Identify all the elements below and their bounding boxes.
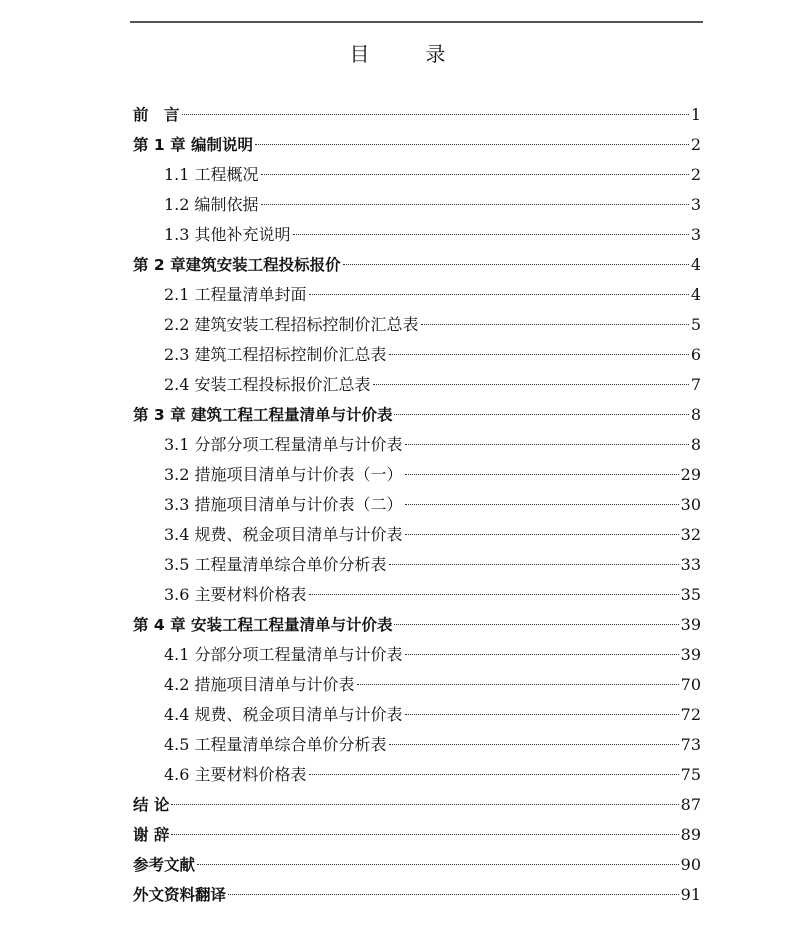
toc-entry-label: 4.5 工程量清单综合单价分析表 <box>164 735 387 754</box>
toc-entry-page-number: 8 <box>690 405 701 424</box>
toc-entry-label: 第 4 章 安装工程工程量清单与计价表 <box>133 616 393 634</box>
toc-entry-page-number: 3 <box>690 225 701 244</box>
toc-entry[interactable] <box>133 190 701 220</box>
toc-entry-label: 2.2 建筑安装工程招标控制价汇总表 <box>164 315 419 334</box>
toc-leader-dots <box>182 114 689 115</box>
toc-entry-page-number: 33 <box>680 555 701 574</box>
toc-entry-label: 外文资料翻译 <box>133 886 227 904</box>
toc-leader-dots <box>421 324 689 325</box>
toc-entry-page-number: 39 <box>680 615 701 634</box>
toc-entry-label: 4.2 措施项目清单与计价表 <box>164 675 355 694</box>
toc-leader-dots <box>171 804 678 805</box>
toc-entry-label: 结 论 <box>133 796 170 814</box>
toc-entry[interactable] <box>133 880 701 910</box>
toc-entry-page-number: 32 <box>680 525 701 544</box>
toc-entry-label: 3.6 主要材料价格表 <box>164 585 307 604</box>
toc-entry-page-number: 89 <box>680 825 701 844</box>
toc-leader-dots <box>405 474 679 475</box>
toc-entry[interactable] <box>133 340 701 370</box>
toc-entry-label: 1.3 其他补充说明 <box>164 225 291 244</box>
toc-leader-dots <box>405 534 679 535</box>
toc-leader-dots <box>293 234 689 235</box>
toc-entry-label: 3.2 措施项目清单与计价表（一） <box>164 465 403 484</box>
toc-entry-page-number: 3 <box>690 195 701 214</box>
toc-entry-label: 2.4 安装工程投标报价汇总表 <box>164 375 371 394</box>
toc-entry-page-number: 70 <box>680 675 701 694</box>
toc-entry[interactable] <box>133 160 701 190</box>
toc-entry-page-number: 29 <box>680 465 701 484</box>
toc-entry-label: 3.1 分部分项工程量清单与计价表 <box>164 435 403 454</box>
toc-entry[interactable] <box>133 460 701 490</box>
toc-entry[interactable] <box>133 550 701 580</box>
toc-leader-dots <box>389 564 679 565</box>
toc-entry-page-number: 30 <box>680 495 701 514</box>
toc-entry[interactable] <box>133 700 701 730</box>
toc-entry-label: 2.3 建筑工程招标控制价汇总表 <box>164 345 387 364</box>
toc-entry[interactable] <box>133 820 701 850</box>
toc-leader-dots <box>197 864 679 865</box>
toc-entry[interactable] <box>133 220 701 250</box>
toc-leader-dots <box>405 504 679 505</box>
toc-entry[interactable] <box>133 520 701 550</box>
toc-entry-page-number: 39 <box>680 645 701 664</box>
toc-entry-page-number: 5 <box>690 315 701 334</box>
toc-entry[interactable] <box>133 790 701 820</box>
toc-leader-dots <box>228 894 679 895</box>
toc-entry[interactable] <box>133 430 701 460</box>
toc-entry-page-number: 87 <box>680 795 701 814</box>
toc-leader-dots <box>261 174 689 175</box>
toc-entry[interactable] <box>133 280 701 310</box>
page-title: 目 录 <box>349 42 464 66</box>
toc-leader-dots <box>357 684 679 685</box>
toc-entry-label: 3.5 工程量清单综合单价分析表 <box>164 555 387 574</box>
toc-entry[interactable] <box>133 760 701 790</box>
toc-leader-dots <box>343 264 689 265</box>
toc-leader-dots <box>405 444 689 445</box>
toc-entry-page-number: 73 <box>680 735 701 754</box>
toc-entry-page-number: 91 <box>680 885 701 904</box>
toc-entry[interactable] <box>133 100 701 130</box>
toc-entry-page-number: 4 <box>690 255 701 274</box>
toc-entry[interactable] <box>133 250 701 280</box>
table-of-contents <box>133 100 701 910</box>
toc-leader-dots <box>309 294 689 295</box>
toc-entry-label: 3.3 措施项目清单与计价表（二） <box>164 495 403 514</box>
toc-entry-page-number: 90 <box>680 855 701 874</box>
toc-entry[interactable] <box>133 130 701 160</box>
toc-entry-page-number: 75 <box>680 765 701 784</box>
toc-entry[interactable] <box>133 490 701 520</box>
toc-leader-dots <box>389 744 679 745</box>
toc-entry-page-number: 2 <box>690 165 701 184</box>
toc-leader-dots <box>394 624 678 625</box>
toc-entry[interactable] <box>133 730 701 760</box>
toc-entry-page-number: 1 <box>690 105 701 124</box>
toc-entry-label: 前 言 <box>133 106 180 124</box>
toc-entry-label: 第 1 章 编制说明 <box>133 136 253 154</box>
toc-entry-label: 4.4 规费、税金项目清单与计价表 <box>164 705 403 724</box>
toc-leader-dots <box>394 414 688 415</box>
toc-entry-page-number: 6 <box>690 345 701 364</box>
toc-entry-page-number: 8 <box>690 435 701 454</box>
toc-entry-page-number: 7 <box>690 375 701 394</box>
toc-entry[interactable] <box>133 850 701 880</box>
toc-entry[interactable] <box>133 670 701 700</box>
toc-entry-label: 谢 辞 <box>133 826 170 844</box>
toc-leader-dots <box>405 654 679 655</box>
toc-entry-page-number: 2 <box>690 135 701 154</box>
toc-entry-label: 4.1 分部分项工程量清单与计价表 <box>164 645 403 664</box>
toc-leader-dots <box>373 384 689 385</box>
toc-entry-page-number: 72 <box>680 705 701 724</box>
toc-entry-label: 1.1 工程概况 <box>164 165 259 184</box>
toc-entry-label: 1.2 编制依据 <box>164 195 259 214</box>
toc-entry[interactable] <box>133 310 701 340</box>
toc-entry-page-number: 4 <box>690 285 701 304</box>
toc-leader-dots <box>389 354 689 355</box>
toc-leader-dots <box>405 714 679 715</box>
header-rule <box>130 21 703 24</box>
toc-leader-dots <box>255 144 689 145</box>
toc-leader-dots <box>309 774 679 775</box>
toc-entry-label: 第 2 章建筑安装工程投标报价 <box>133 256 341 274</box>
toc-leader-dots <box>261 204 689 205</box>
toc-entry-label: 4.6 主要材料价格表 <box>164 765 307 784</box>
toc-leader-dots <box>309 594 679 595</box>
toc-leader-dots <box>171 834 678 835</box>
toc-entry-label: 3.4 规费、税金项目清单与计价表 <box>164 525 403 544</box>
toc-entry[interactable] <box>133 640 701 670</box>
toc-entry-label: 参考文献 <box>133 856 196 874</box>
toc-entry[interactable] <box>133 610 701 640</box>
toc-entry[interactable] <box>133 580 701 610</box>
toc-entry-label: 第 3 章 建筑工程工程量清单与计价表 <box>133 406 393 424</box>
toc-entry-label: 2.1 工程量清单封面 <box>164 285 307 304</box>
toc-entry-page-number: 35 <box>680 585 701 604</box>
toc-entry[interactable] <box>133 400 701 430</box>
toc-entry[interactable] <box>133 370 701 400</box>
